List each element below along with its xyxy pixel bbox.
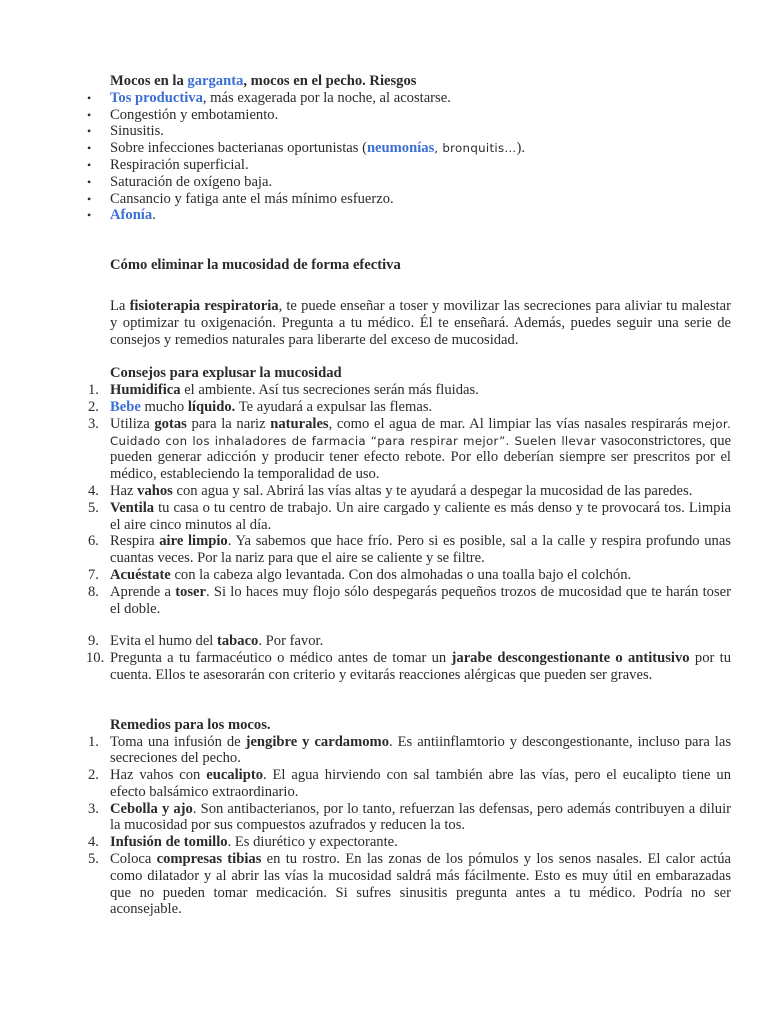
- list-item: 4. Haz vahos con agua y sal. Abrirá las vías altas y te ayudará a despegar la mucosidad de las paredes.: [88, 482, 693, 499]
- link-neumonias[interactable]: neumonías: [366, 140, 435, 157]
- link-afonia[interactable]: Afonía: [110, 207, 153, 224]
- list-item: • Saturación de oxígeno baja.: [110, 174, 731, 191]
- tips-list: [86, 382, 732, 684]
- section-heading-eliminar: Cómo eliminar la mucosidad de forma efectiva: [110, 257, 401, 274]
- list-item: • Congestión y embotamiento.: [110, 107, 731, 124]
- list-spacer: [110, 617, 731, 633]
- list-item: • Cansancio y fatiga ante el más mínimo esfuerzo.: [110, 191, 731, 208]
- list-item: 3. Utiliza gotas para la nariz naturales, como el agua de mar. Al limpiar las vías nasales respirarás mejor. Cuidado con los inhaladores de farmacia “para respirar mejor”. Suelen llevar vasoconstrictores, que pueden generar adicción y producir tener efecto rebote. Por ello deberían siempre ser prescritos por el médico, estableciendo la temporalidad de uso.: [88, 415, 731, 483]
- list-item: 7. Acuéstate con la cabeza algo levantada. Con dos almohadas o una toalla bajo el colchón.: [88, 566, 632, 583]
- remedies-list: [88, 733, 731, 919]
- list-item: • Afonía.: [110, 207, 731, 224]
- section-heading-riesgos: Mocos en la garganta, mocos en el pecho. Riesgos: [110, 73, 417, 89]
- link-garganta[interactable]: garganta: [187, 73, 244, 89]
- section-heading-remedios: Remedios para los mocos.: [110, 716, 271, 733]
- list-item: 1. Toma una infusión de jengibre y cardamomo. Es antiinflamtorio y descongestionante, incluso para las secreciones del pecho.: [88, 733, 731, 767]
- list-item: • Tos productiva, más exagerada por la noche, al acostarse.: [110, 90, 731, 107]
- intro-paragraph: La fisioterapia respiratoria, te puede enseñar a toser y movilizar las secreciones para aliviar tu malestar y optimizar tu oxigenación. Pregunta a tu médico. Él te enseñará. Además, puedes seguir una serie de consejos y remedios naturales para liberarte del exceso de mucosidad.: [110, 297, 731, 348]
- list-item: 1. Humidifica el ambiente. Así tus secreciones serán más fluidas.: [88, 382, 479, 399]
- list-item: 5. Ventila tu casa o tu centro de trabajo. Un aire cargado y caliente es más denso y te provocará tos. Limpia el aire cinco minutos al día.: [88, 499, 731, 533]
- section-heading-consejos: Consejos para explusar la mucosidad: [110, 365, 342, 382]
- list-item: • Sobre infecciones bacterianas oportunistas (neumonías, bronquitis…).: [110, 140, 731, 157]
- list-item: • Sinusitis.: [110, 123, 731, 140]
- list-item: 5. Coloca compresas tibias en tu rostro. En las zonas de los pómulos y los senos nasales. El calor actúa como dilatador y al abrir las vías la mucosidad saldrá más fácilmente. Esto es muy útil en embarazadas que no pueden tomar medicación. Si sufres sinusitis pregunta antes a tu médico. Podría no ser aconsejable.: [88, 851, 731, 918]
- risk-list: [110, 90, 731, 224]
- list-item: 6. Respira aire limpio. Ya sabemos que hace frío. Pero si es posible, sal a la calle y respira profundo unas cuantas veces. Por la nariz para que el aire se caliente y se filtre.: [88, 533, 731, 567]
- list-item: 4. Infusión de tomillo. Es diurético y expectorante.: [88, 834, 398, 851]
- link-tos-productiva[interactable]: Tos productiva: [110, 89, 203, 106]
- list-item: 3. Cebolla y ajo. Son antibacterianos, por lo tanto, refuerzan las defensas, pero además contribuyen a diluir la mucosidad por sus compuestos azufrados y reducen la tos.: [88, 800, 731, 834]
- list-item: 8. Aprende a toser. Si lo haces muy flojo sólo despegarás pequeños trozos de mucosidad que te harán toser el doble.: [88, 583, 731, 617]
- list-item: 2. Bebe mucho líquido. Te ayudará a expulsar las flemas.: [88, 398, 433, 415]
- document-page: [86, 73, 732, 918]
- link-bebe[interactable]: Bebe: [110, 398, 141, 415]
- list-item: 10. Pregunta a tu farmacéutico o médico antes de tomar un jarabe descongestionante o antitusivo por tu cuenta. Ellos te asesorarán con criterio y evitarás reacciones alérgicas que pueden ser graves.: [86, 650, 732, 683]
- list-item: • Respiración superficial.: [110, 157, 731, 174]
- list-item: 2. Haz vahos con eucalipto. El agua hirviendo con sal también abre las vías, pero el eucalipto tiene un efecto balsámico extraordinario.: [88, 767, 731, 800]
- list-item: 9. Evita el humo del tabaco. Por favor.: [88, 633, 324, 650]
